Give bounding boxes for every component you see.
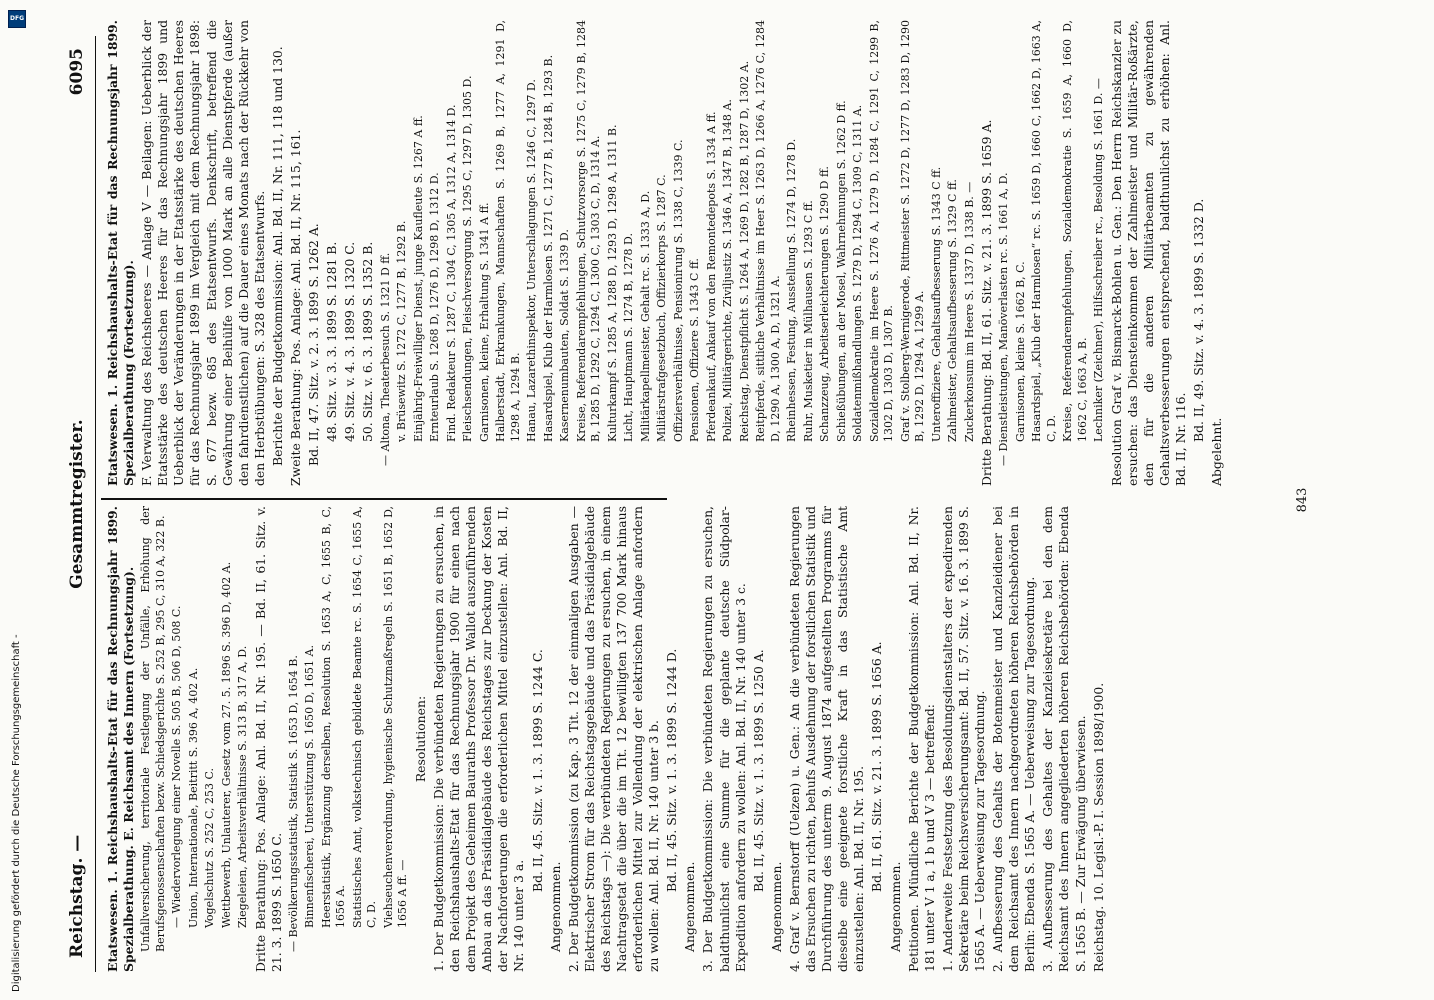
left-column-entry: 3. Der Budgetkommission: Die verbündeten Regierungen zu ersuchen, baldthunlichst eine Summe für die geplante deutsche Südpolar-Expedition anfordern zu wollen: Anl. Bd. II, Nr. 140 unter 3 c. xyxy=(700,506,748,972)
left-column-entry: Vogelschutz S. 252 C, 253 C. xyxy=(203,768,217,928)
left-column-entry: Heerstatistik, Ergänzung derselben, Resolution S. 1653 A, C, 1655 B, C, 1656 A. xyxy=(319,506,348,928)
right-column-entry: Ernteurlaub S. 1268 D, 1276 D, 1298 D, 1312 D. xyxy=(428,172,441,442)
right-column-entry: Licht, Hauptmann S. 1274 B, 1278 D. xyxy=(622,233,635,442)
right-column-entry: 50. Sitz. v. 6. 3. 1899 S. 1352 B. xyxy=(360,241,376,442)
right-column-entry: Schanzzeug, Arbeitserleichterungen S. 1290 D ff. xyxy=(818,166,831,442)
right-column-entry: Pferdeankauf, Ankauf von den Remontedepots S. 1334 A ff. xyxy=(704,111,718,442)
right-column-entry: Ruhr, Musketier in Mülhausen S. 1293 C ff. xyxy=(801,200,815,442)
right-column-entry: Halberstadt, Erkrankungen, Mannschaften S. 1269 B, 1277 A, 1291 D, 1298 A, 1294 B. xyxy=(494,20,522,442)
right-column-entry: Bd. II, 49. Sitz. v. 4. 3. 1899 S. 1332 D. xyxy=(1191,198,1207,442)
left-column-entry: Angenommen. xyxy=(682,861,698,952)
right-column xyxy=(105,20,1227,486)
right-column-entry: Rheinhessen, Festung, Ausstellung S. 1274 D, 1278 D. xyxy=(785,138,798,442)
right-column-entry: Fleischsendungen, Fleischversorgung S. 1295 C, 1297 D, 1305 D. xyxy=(461,75,474,442)
right-column-entry: Graf v. Stolberg-Wernigerode, Rittmeister S. 1272 D, 1277 D, 1283 D, 1290 B, 1292 D, 1294 A, 1299 A. xyxy=(898,20,926,442)
right-column-entry: Find. Redakteur S. 1287 C, 1304 C, 1305 A, 1312 A, 1314 D. xyxy=(444,104,458,442)
right-column-entry: Abgelehnt. xyxy=(1209,417,1225,486)
right-column-entry: Garnisonen, kleine S. 1662 B, C. xyxy=(1013,261,1027,442)
left-column-entry: Resolutionen: xyxy=(412,695,428,783)
left-column-entry: Dritte Berathung: Pos. Anlage: Anl. Bd. II, Nr. 195. — Bd. II, 61. Sitz. v. 21. 3. 1899 S. 1650 C. xyxy=(252,506,284,972)
footer-page-number: 843 xyxy=(1295,487,1310,513)
rotated-page-content xyxy=(61,0,1361,1000)
left-column-entry: Viehseuchenverordnung, hygienische Schutzmaßregeln S. 1651 B, 1652 D, 1656 A ff. — xyxy=(381,506,410,928)
right-column-entry: — Altona, Theaterbesuch S. 1321 D ff. xyxy=(378,252,392,466)
left-column-entry: — Bevölkerungsstatistik, Statistik S. 1653 D, 1654 B. xyxy=(286,655,300,952)
left-column-entry: 1. Anderweite Festsetzung des Besoldungsdienstalters der expedirenden Sekretäre beim Reichsversicherungsamt: Bd. II, 57. Sitz. v. 16. 3. 1899 S. 1565 A. — Ueberweisung zur Tagesordnung. xyxy=(939,506,987,972)
right-column-entry: Etatswesen. 1. Reichshaushalts-Etat für das Rechnungsjahr 1899. Spezialberathung (Fortsetzung). xyxy=(105,20,137,486)
column-divider xyxy=(101,498,667,500)
right-column-entry: Kasernenumbauten, Soldat S. 1339 D. xyxy=(558,229,571,442)
left-column-entry: Bd. II, 45. Sitz. v. 1. 3. 1899 S. 1244 D. xyxy=(664,648,680,892)
left-column-entry: Angenommen. xyxy=(887,861,903,952)
right-column-entry: Hasardspiel, Klub der Harmlosen S. 1271 C, 1277 B, 1284 B, 1293 B. xyxy=(541,54,555,442)
left-column-entry: Reichstag. 10. Legisl.-P. I. Session 1898/1900. xyxy=(1090,682,1106,972)
right-column-entry: Hanau, Lazarethinspektor, Unterschlagungen S. 1246 C, 1297 D. xyxy=(525,79,538,442)
right-column-entry: Militärkapellmeister, Gehalt rc. S. 1333 A, D. xyxy=(638,190,652,442)
left-column-entry: Bd. II, 61. Sitz. v. 21. 3. 1899 S. 1656 A. xyxy=(869,641,885,892)
left-column-entry: 3. Aufbesserung des Gehaltes der Kanzleisekretäre bei den dem Reichsamt des Innern angegliederten höheren Reichsbehörden: Ebenda S. 1565 B. — Zur Erwägung überwiesen. xyxy=(1040,506,1088,972)
left-column-entry: Statistisches Amt, volkstechnisch gebildete Beamte rc. S. 1654 C, 1655 A, C, D. xyxy=(350,506,379,928)
right-column-entry: Sozialdemokratie im Heere S. 1276 A, 1279 D, 1284 C, 1291 C, 1299 B, 1302 D, 1303 D, 1307 B. xyxy=(867,20,895,442)
left-column-entry: Bd. II, 45. Sitz. v. 1. 3. 1899 S. 1250 A. xyxy=(750,649,766,892)
right-column-entry: 49. Sitz. v. 4. 3. 1899 S. 1320 C. xyxy=(342,241,358,442)
right-column-entry: Zweite Berathung: Pos. Anlage: Anl. Bd. II, Nr. 115, 161. xyxy=(288,129,304,486)
right-column-entry: Kreise, Referendarempfehlungen, Schutzvorsorge S. 1275 C, 1279 B, 1284 B, 1285 D, 1292 C, 1294 C, 1300 C, 1303 C, D, 1314 A. xyxy=(574,20,602,442)
right-column-entry: Soldatenmißhandlungen S. 1279 D, 1294 C, 1309 C, 1311 A. xyxy=(851,104,864,442)
left-column-entry: Wettbewerb, Unlauterer, Gesetz vom 27. 5. 1896 S. 396 D, 402 A. xyxy=(219,561,233,928)
header-left: Reichstag. — xyxy=(67,834,87,958)
right-column-entry: Unteroffiziere, Gehaltsaufbesserung S. 1343 C ff. xyxy=(929,166,943,442)
left-column-entry: — Wiedervorlegung einer Novelle S. 505 B, 506 D, 508 C. xyxy=(170,605,184,928)
right-column-entry: Kulturkampf S. 1285 A, 1288 D, 1293 D, 1298 A, 1311 B. xyxy=(605,124,619,442)
left-column-entry: Petitionen. Mündliche Berichte der Budgetkommission: Anl. Bd. II, Nr. 181 unter V 1 a, 1 b und V 3 — betreffend: xyxy=(905,506,937,972)
right-column-entry: Offiziersverhältnisse, Pensionirung S. 1338 C, 1339 C. xyxy=(671,139,685,442)
left-column-entry: Bd. II, 45. Sitz. v. 1. 3. 1899 S. 1244 C. xyxy=(529,649,545,892)
right-column-entry: Polizei, Militärgerichte, Ziviljustiz S. 1346 A, 1347 B, 1348 A. xyxy=(721,99,734,442)
right-column-entry: Einjährig-Freiwilliger Dienst, junge Kaufleute S. 1267 A ff. xyxy=(411,115,425,442)
header-rule xyxy=(95,36,96,972)
right-column-entry: Zuckerkonsum im Heere S. 1337 D, 1338 B. — xyxy=(962,181,976,442)
right-column-entry: Garnisonen, kleine, Erhaltung S. 1341 A ff. xyxy=(477,202,491,442)
left-column-entry: Angenommen. xyxy=(547,861,563,952)
right-column-entry: Resolution Graf v. Bismarck-Bohlen u. Gen.: Den Herrn Reichskanzler zu ersuchen: das Diensteinkommen der Zahlmeister und Militär-Roßärzte, den für die anderen Militärbeamten zu gewährenden Gehaltsverbesserungen entsprechend, baldthunlichst zu erhöhen: Anl. Bd. II, Nr. 116. xyxy=(1108,20,1188,486)
right-column-entry: Pensionen, Offiziere S. 1343 C ff. xyxy=(688,258,701,442)
header-page-number: 6095 xyxy=(67,48,87,96)
left-column-entry: 4. Graf v. Bernstorff (Uelzen) u. Gen.: An die verbündeten Regierungen das Ersuchen zu richten, behufs Ausdehnung der forstlichen Statistik und Durchführung des unterm 9. August 1874 aufgestellten Programms für dieselbe eine geeignete forstliche Kraft in das Statistische Amt einzustellen: Anl. Bd. II, Nr. 195. xyxy=(786,506,867,972)
right-column-entry: Berichte der Budgetkommission: Anl. Bd. II, Nr. 111, 118 und 130. xyxy=(269,46,285,466)
right-column-entry: Militärstrafgesetzbuch, Offizierkorps S. 1287 C. xyxy=(655,174,668,442)
left-column-entry: Binnenfischerei, Unterstützung S. 1650 D, 1651 A. xyxy=(303,645,317,928)
right-column-entry: F. Verwaltung des Reichsheeres — Anlage V — Beilagen: Ueberblick der Etatsstärke des deutschen Heeres für das Rechnungsjahr 1899 und Ueberblick der Veränderungen in der Etatsstärke des deutschen Heeres für das Rechnungsjahr 1899 im Vergleich mit dem Rechnungsjahr 1898: S. 677 bezw. 685 des Etatsentwurfs. Denkschrift, betreffend die Gewährung einer Beihülfe von 1000 Mark an alle Dienstpferde (außer den fahrdienstlichen) auf die Dauer eines Monats nach der Rückkehr von den Herbstübungen: S. 328 des Etatsentwurfs. xyxy=(139,20,267,486)
right-column-entry: Hasardspiel, „Klub der Harmlosen“ rc. S. 1659 D, 1660 C, 1662 D, 1663 A, C, D. xyxy=(1030,20,1058,442)
header-center: Gesammtregister. xyxy=(67,419,87,589)
right-column-entry: Reichstag, Dienstpflicht S. 1264 A, 1269 D, 1282 B, 1287 D, 1302 A. xyxy=(737,60,751,442)
left-column-entry: Ziegeleien, Arbeitsverhältnisse S. 313 B, 317 A, D. xyxy=(236,645,250,928)
right-column-entry: Zahlmeister, Gehaltsaufbesserung S. 1329 C ff. xyxy=(946,179,959,442)
right-column-entry: Dritte Berathung: Bd. II, 61. Sitz. v. 21. 3. 1899 S. 1659 A. xyxy=(979,119,994,486)
right-column-entry: v. Brüsewitz S. 1272 C, 1277 B, 1292 B. xyxy=(395,220,408,442)
left-column xyxy=(105,506,1109,972)
left-column-entry: Angenommen. xyxy=(768,861,784,952)
right-column-entry: 48. Sitz. v. 3. 3. 1899 S. 1281 B. xyxy=(324,241,340,442)
left-column-entry: 1. Der Budgetkommission: Die verbündeten Regierungen zu ersuchen, in den Reichshaushalts-Etat für das Rechnungsjahr 1900 für einen nach dem Projekt des Geheimen Bauraths Professor Dr. Wallot auszuführenden Anbau an das Präsidialgebäude des Reichstages zur Deckung der Kosten der Nachforderungen die erforderlichen Mittel einzustellen: Anl. Bd. II, Nr. 140 unter 3 a. xyxy=(430,506,527,972)
left-column-entry: Union, Internationale, Beitritt S. 396 A, 402 A. xyxy=(186,667,200,928)
left-column-entry: 2. Der Budgetkommission (zu Kap. 3 Tit. 12 der einmaligen Ausgaben — Elektrischer Strom für das Reichstagsgebäude und das Präsidialgebäude des Reichstags —): Die verbündeten Regierungen zu ersuchen, in einem Nachtragsetat die über die im Tit. 12 bewilligten 137 700 Mark hinaus erforderlichen Mittel zur Vollendung der elektrischen Anlage anfordern zu wollen: Anl. Bd. II, Nr. 140 unter 3 b. xyxy=(565,506,662,972)
right-column-entry: Kreise, Referendarempfehlungen, Sozialdemokratie S. 1659 A, 1660 D, 1662 C, 1663 A, B. xyxy=(1061,20,1089,442)
dfg-logo-box: DFG xyxy=(8,10,26,28)
page-header xyxy=(65,36,91,972)
right-column-entry: — Dienstleistungen, Manöverlasten rc. S. 1661 A, D. xyxy=(997,172,1011,466)
right-column-entry: Schießübungen, an der Mosel, Wahrnehmungen S. 1262 D ff. xyxy=(834,100,848,442)
left-column-entry: Etatswesen. 1. Reichshaushalts-Etat für das Rechnungsjahr 1899. Spezialberathung. E. Reichsamt des Innern (Fortsetzung). xyxy=(105,506,137,972)
digitization-credit: Digitalisierung gefördert durch die Deutsche Forschungsgemeinschaft - xyxy=(11,634,22,992)
left-column-entry: 2. Aufbesserung des Gehalts der Botenmeister und Kanzleidiener bei dem Reichsamt des Innern nachgeordneten höheren Reichsbehörden in Berlin: Ebenda S. 1565 A. — Ueberweisung zur Tagesordnung. xyxy=(990,506,1038,972)
right-column-entry: Reitpferde, sittliche Verhältnisse im Heer S. 1263 D, 1266 A, 1276 C, 1284 D, 1290 A, 1300 A, D, 1321 A. xyxy=(754,20,782,442)
right-column-entry: Lechniker (Zeichner), Hilfsschreiber rc., Besoldung S. 1661 D. — xyxy=(1092,78,1106,442)
digitization-sidebar xyxy=(8,0,26,1000)
left-column-entry: Unfallversicherung, territoriale Festlegung der Unfälle, Erhöhung der Berufsgenossenschaften bezw. Schiedsgerichte S. 252 B, 295 C, 310 A, 322 B. xyxy=(139,506,167,952)
right-column-entry: Bd. II, 47. Sitz. v. 2. 3. 1899 S. 1262 A. xyxy=(306,223,322,466)
